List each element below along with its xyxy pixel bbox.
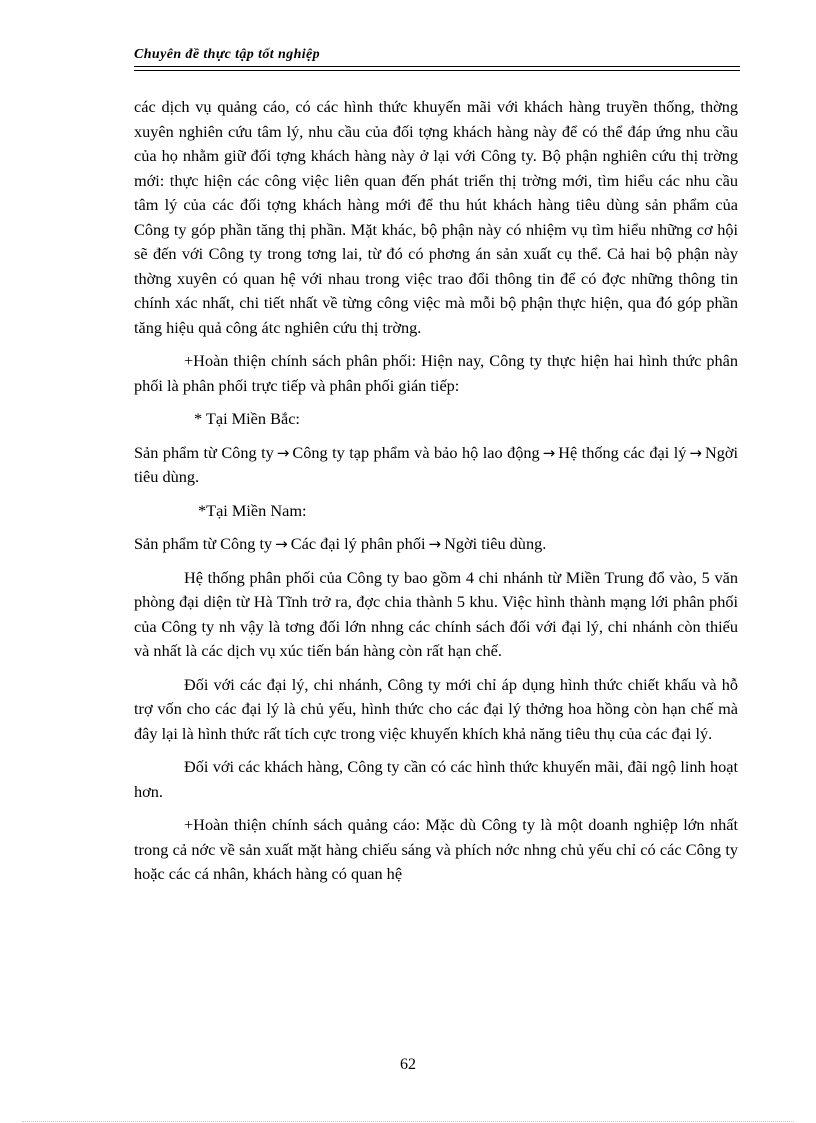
- paragraph-1: các dịch vụ quảng cáo, có các hình thức khuyến mãi với khách hàng truyền thống, thờng xuyên nghiên cứu tâm lý, nhu cầu của đối tợng khách hàng này để có thể đáp ứng nhu cầu của họ nhằm giữ đối tợng khách hàng này ở lại với Công ty. Bộ phận nghiên cứu thị trờng mới: thực hiện các công việc liên quan đến phát triển thị trờng mới, tìm hiểu các nhu cầu tâm lý của các đối tợng khách hàng mới để thu hút khách hàng tiêu dùng sản phẩm của Công ty góp phần tăng thị phần. Mặt khác, bộ phận này có nhiệm vụ tìm hiểu những cơ hội sẽ đến với Công ty trong tơng lai, từ đó có phơng án sản xuất cụ thể. Cả hai bộ phận này thờng xuyên có quan hệ với nhau trong việc trao đổi thông tin để có đợc những thông tin chính xác nhất, chi tiết nhất về từng công việc mà mỗi bộ phận thực hiện, qua đó góp phần tăng hiệu quả công átc nghiên cứu thị trờng.: [134, 97, 738, 337]
- right-arrow-icon: →: [542, 443, 556, 462]
- right-arrow-icon: →: [689, 443, 702, 462]
- paragraph-advertising-policy: +Hoàn thiện chính sách quảng cáo: Mặc dù Công ty là một doanh nghiệp lớn nhất trong cả nớc về sản xuất mặt hàng chiếu sáng và phích nớc nhng chủ yếu chỉ có các Công ty hoặc các cá nhân, khách hàng có quan hệ: [134, 815, 738, 883]
- paragraph-customers: Đối với các khách hàng, Công ty cần có các hình thức khuyến mãi, đãi ngộ linh hoạt hơn.: [134, 757, 738, 801]
- south-flow: [134, 532, 738, 557]
- paragraph-distribution-policy: +Hoàn thiện chính sách phân phối: Hiện nay, Công ty thực hiện hai hình thức phân phối là phân phối trực tiếp và phân phối gián tiếp:: [134, 351, 738, 395]
- page-bottom-divider: [22, 1121, 794, 1122]
- north-flow-step-1: Sản phẩm từ Công ty: [134, 442, 274, 462]
- document-body: [134, 95, 738, 887]
- header-rule-thick: [134, 66, 740, 67]
- north-flow-step-4: Ngời tiêu dùng.: [134, 442, 738, 486]
- right-arrow-icon: →: [276, 443, 290, 462]
- paragraph-agents: Đối với các đại lý, chi nhánh, Công ty mới chỉ áp dụng hình thức chiết khấu và hỗ trợ vốn cho các đại lý là chủ yếu, hình thức cho các đại lý thởng hoa hồng còn hạn chế mà đây lại là hình thức rất tích cực trong việc khuyến khích khả năng tiêu thụ của các đại lý.: [134, 674, 738, 743]
- header-rule-thin: [134, 70, 740, 71]
- page-number: 62: [400, 1056, 416, 1073]
- right-arrow-icon: →: [428, 535, 442, 553]
- paragraph-distribution-system: Hệ thống phân phối của Công ty bao gồm 4 chi nhánh từ Miền Trung đổ vào, 5 văn phòng đại diện từ Hà Tĩnh trở ra, đợc chia thành 5 khu. Việc hình thành mạng lới phân phối của Công ty nh vậy là tơng đối lớn nhng các chính sách đối với đại lý, chi nhánh còn thiếu và nhất là các dịch vụ xúc tiến bán hàng còn rất hạn chế.: [134, 567, 738, 660]
- page-header: [134, 46, 740, 64]
- south-flow-step-2: Các đại lý phân phối: [290, 534, 426, 553]
- right-arrow-icon: →: [275, 535, 288, 553]
- north-flow-step-2: Công ty tạp phẩm và bảo hộ lao động: [292, 442, 540, 462]
- header-title: Chuyên đề thực tập tốt nghiệp: [134, 47, 321, 62]
- south-heading: *Tại Miền Nam:: [198, 500, 307, 520]
- north-heading: * Tại Miền Bắc:: [194, 409, 300, 428]
- south-flow-step-3: Ngời tiêu dùng.: [444, 534, 547, 553]
- north-flow-step-3: Hệ thống các đại lý: [558, 442, 687, 462]
- south-flow-step-1: Sản phẩm từ Công ty: [134, 534, 273, 553]
- north-flow: [134, 441, 738, 490]
